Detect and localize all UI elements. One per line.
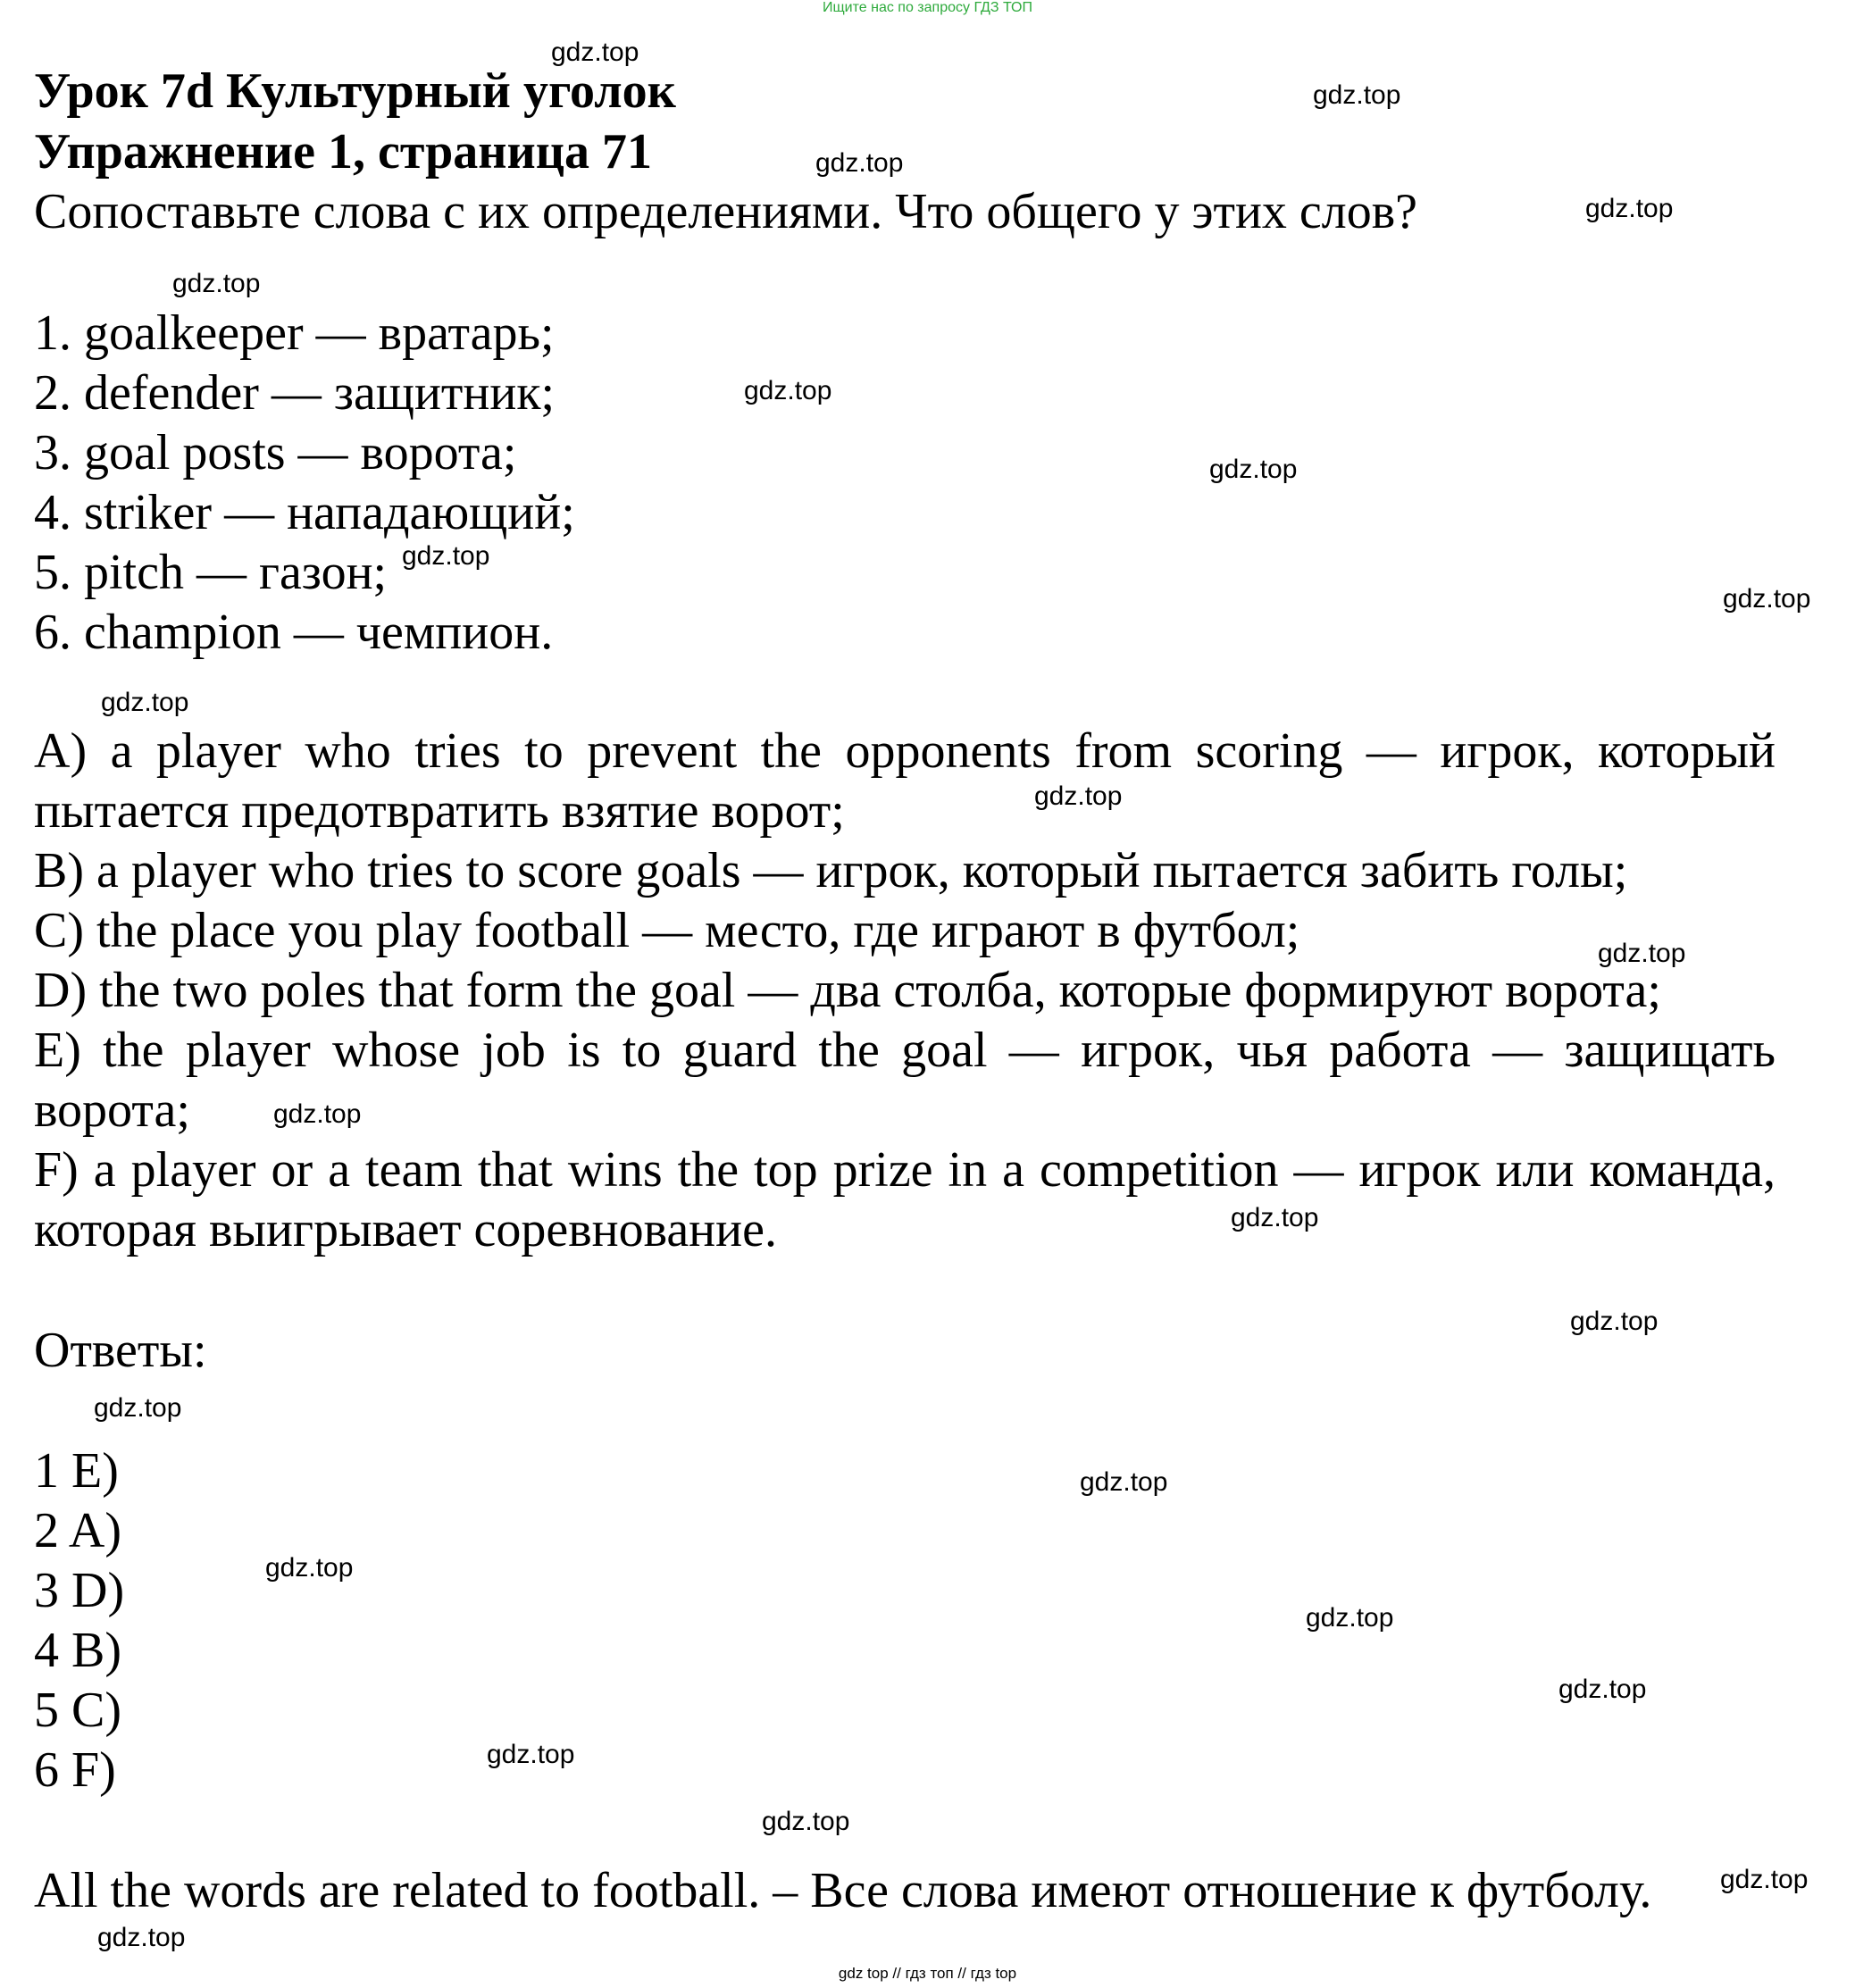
word-list bbox=[34, 304, 575, 663]
watermark: gdz.top bbox=[1231, 1203, 1319, 1232]
answer-item: 5 C) bbox=[34, 1683, 121, 1738]
watermark: gdz.top bbox=[1306, 1603, 1394, 1633]
word-item: 5. pitch — газон; bbox=[34, 545, 388, 600]
watermark: gdz.top bbox=[1720, 1865, 1809, 1894]
watermark: gdz.top bbox=[172, 269, 261, 298]
conclusion: All the words are related to football. – Все слова имеют отношение к футболу. bbox=[34, 1863, 1652, 1918]
watermark: gdz.top bbox=[1209, 455, 1298, 484]
watermark: gdz.top bbox=[1080, 1467, 1168, 1497]
answer-item: 3 D) bbox=[34, 1563, 125, 1618]
definition-d: D) the two poles that form the goal — два столба, которые формируют ворота; bbox=[34, 963, 1661, 1018]
watermark: gdz.top bbox=[101, 688, 189, 717]
watermark: gdz.top bbox=[487, 1740, 575, 1769]
definition-a-line1: A) a player who tries to prevent the opponents from scoring — игрок, который bbox=[34, 723, 1776, 779]
watermark: gdz.top bbox=[551, 38, 639, 67]
watermark: gdz.top bbox=[1585, 194, 1674, 223]
watermark: gdz.top bbox=[1598, 939, 1686, 968]
watermark: gdz.top bbox=[402, 541, 490, 571]
word-item: 2. defender — защитник; bbox=[34, 365, 556, 421]
task-instruction: Сопоставьте слова с их определениями. Что общего у этих слов? bbox=[34, 184, 1418, 239]
answers-heading: Ответы: bbox=[34, 1323, 207, 1378]
watermark: gdz.top bbox=[815, 148, 904, 178]
watermark: gdz.top bbox=[1723, 584, 1811, 614]
word-item: 4. striker — нападающий; bbox=[34, 485, 575, 540]
word-item: 1. goalkeeper — вратарь; bbox=[34, 305, 555, 361]
lesson-title: Урок 7d Культурный уголок bbox=[34, 63, 676, 119]
answer-list bbox=[34, 1441, 124, 1800]
answer-item: 1 E) bbox=[34, 1443, 119, 1499]
watermark: gdz.top bbox=[265, 1553, 354, 1583]
footer-links[interactable]: gdz top // гдз топ // гдз top bbox=[838, 1965, 1017, 1982]
watermark: gdz.top bbox=[1558, 1675, 1647, 1704]
watermark: gdz.top bbox=[744, 376, 832, 405]
watermark: gdz.top bbox=[94, 1393, 182, 1423]
definition-b: B) a player who tries to score goals — игрок, который пытается забить голы; bbox=[34, 843, 1628, 898]
definition-e-line1: E) the player whose job is to guard the goal — игрок, чья работа — защищать bbox=[34, 1023, 1776, 1078]
watermark: gdz.top bbox=[97, 1923, 186, 1952]
definition-f-line2: которая выигрывает соревнование. bbox=[34, 1202, 777, 1257]
answer-item: 2 A) bbox=[34, 1503, 121, 1558]
definition-a-line2: пытается предотвратить взятие ворот; bbox=[34, 783, 845, 839]
definition-list bbox=[34, 722, 1776, 1260]
answer-item: 4 B) bbox=[34, 1623, 121, 1678]
watermark: gdz.top bbox=[1034, 781, 1123, 811]
exercise-title: Упражнение 1, страница 71 bbox=[34, 124, 653, 180]
watermark: gdz.top bbox=[273, 1099, 362, 1129]
watermark: gdz.top bbox=[1570, 1307, 1659, 1336]
word-item: 3. goal posts — ворота; bbox=[34, 425, 517, 480]
definition-f-line1: F) a player or a team that wins the top prize in a competition — игрок или команда, bbox=[34, 1142, 1776, 1198]
definition-e-line2: ворота; bbox=[34, 1082, 190, 1138]
watermark: gdz.top bbox=[762, 1807, 850, 1836]
watermark: gdz.top bbox=[1313, 80, 1401, 110]
header-note[interactable]: Ищите нас по запросу ГДЗ ТОП bbox=[823, 0, 1032, 15]
definition-c: C) the place you play football — место, где играют в футбол; bbox=[34, 903, 1300, 958]
word-item: 6. champion — чемпион. bbox=[34, 605, 554, 660]
answer-item: 6 F) bbox=[34, 1742, 116, 1798]
